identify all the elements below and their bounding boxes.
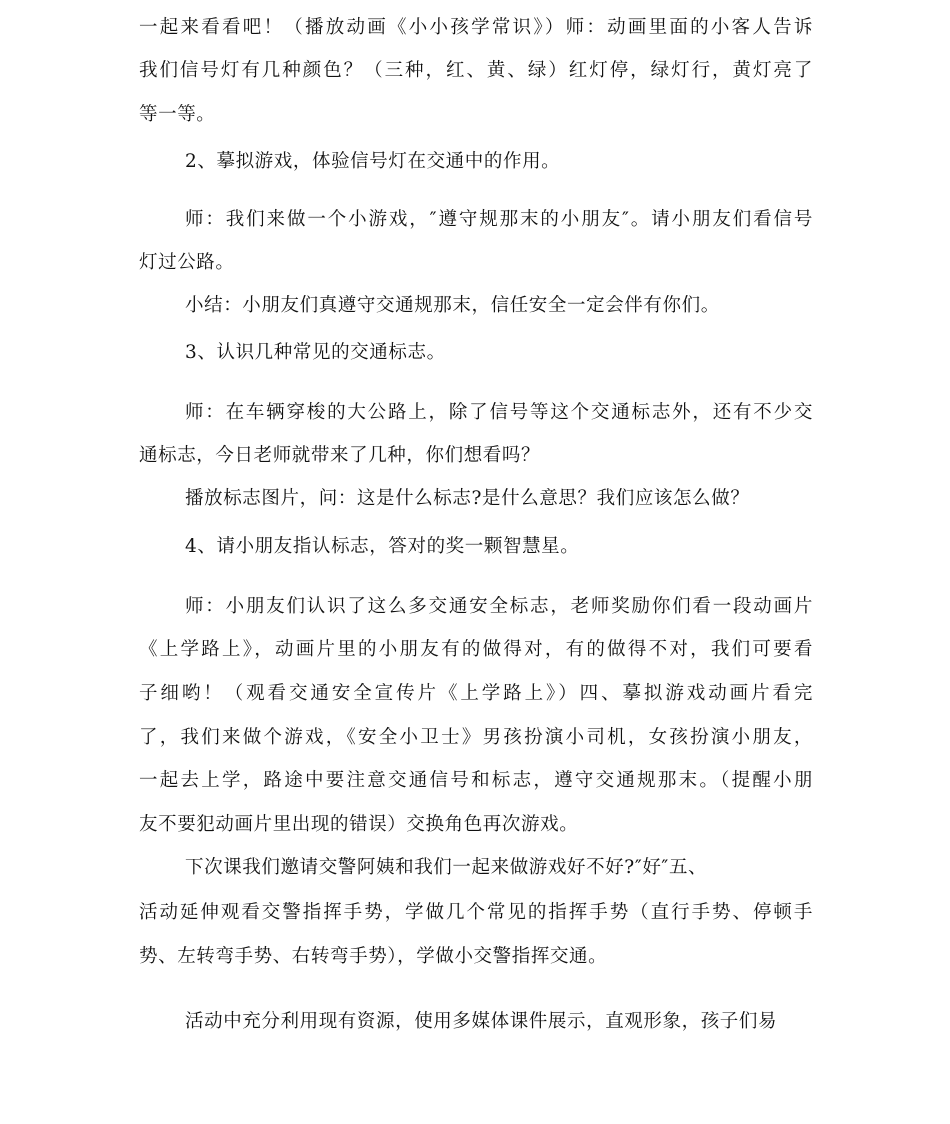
text-line: 一起去上学，路途中要注意交通信号和标志，遵守交通规那末。（提醒小朋 bbox=[139, 770, 813, 791]
text-line: 活动延伸观看交警指挥手势，学做几个常见的指挥手势（直行手势、停顿手 bbox=[139, 902, 813, 923]
text-line: 一起来看看吧！（播放动画《小小孩学常识》）师：动画里面的小客人告诉 bbox=[139, 17, 813, 38]
text-line: 小结：小朋友们真遵守交通规那末，信任安全一定会伴有你们。 bbox=[185, 295, 720, 316]
section-heading: 3、认识几种常见的交通标志。 bbox=[185, 342, 446, 363]
text-line: 师：我们来做一个小游戏，″遵守规那末的小朋友″。请小朋友们看信号 bbox=[185, 209, 813, 230]
text-line: 友不要犯动画片里出现的错误）交换角色再次游戏。 bbox=[139, 814, 579, 835]
text-line: 播放标志图片，问：这是什么标志?是什么意思？我们应该怎么做？ bbox=[185, 488, 750, 509]
text-line: 势、左转弯手势、右转弯手势），学做小交警指挥交通。 bbox=[139, 946, 608, 967]
text-line: 通标志，今日老师就带来了几种，你们想看吗？ bbox=[139, 445, 541, 466]
section-heading: 4、请小朋友指认标志，答对的奖一颗智慧星。 bbox=[185, 536, 580, 557]
text-line: 活动中充分利用现有资源，使用多媒体课件展示，直观形象，孩子们易 bbox=[185, 1011, 778, 1032]
text-line: 师：在车辆穿梭的大公路上，除了信号等这个交通标志外，还有不少交 bbox=[185, 402, 813, 423]
text-line: 我们信号灯有几种颜色？（三种，红、黄、绿）红灯停，绿灯行，黄灯亮了 bbox=[139, 60, 813, 81]
text-line: 灯过公路。 bbox=[139, 252, 235, 273]
text-line: 子细哟！（观看交通安全宣传片《上学路上》）四、摹拟游戏动画片看完 bbox=[139, 683, 813, 704]
text-line: 下次课我们邀请交警阿姨和我们一起来做游戏好不好?″好″五、 bbox=[185, 857, 708, 878]
text-line: 等一等。 bbox=[139, 104, 216, 125]
section-heading: 2、摹拟游戏，体验信号灯在交通中的作用。 bbox=[185, 151, 561, 172]
text-line: 师：小朋友们认识了这么多交通安全标志，老师奖励你们看一段动画片 bbox=[185, 596, 813, 617]
text-line: 了，我们来做个游戏，《安全小卫士》男孩扮演小司机，女孩扮演小朋友， bbox=[139, 727, 813, 748]
text-line: 《上学路上》，动画片里的小朋友有的做得对，有的做得不对，我们可要看 bbox=[139, 639, 813, 660]
